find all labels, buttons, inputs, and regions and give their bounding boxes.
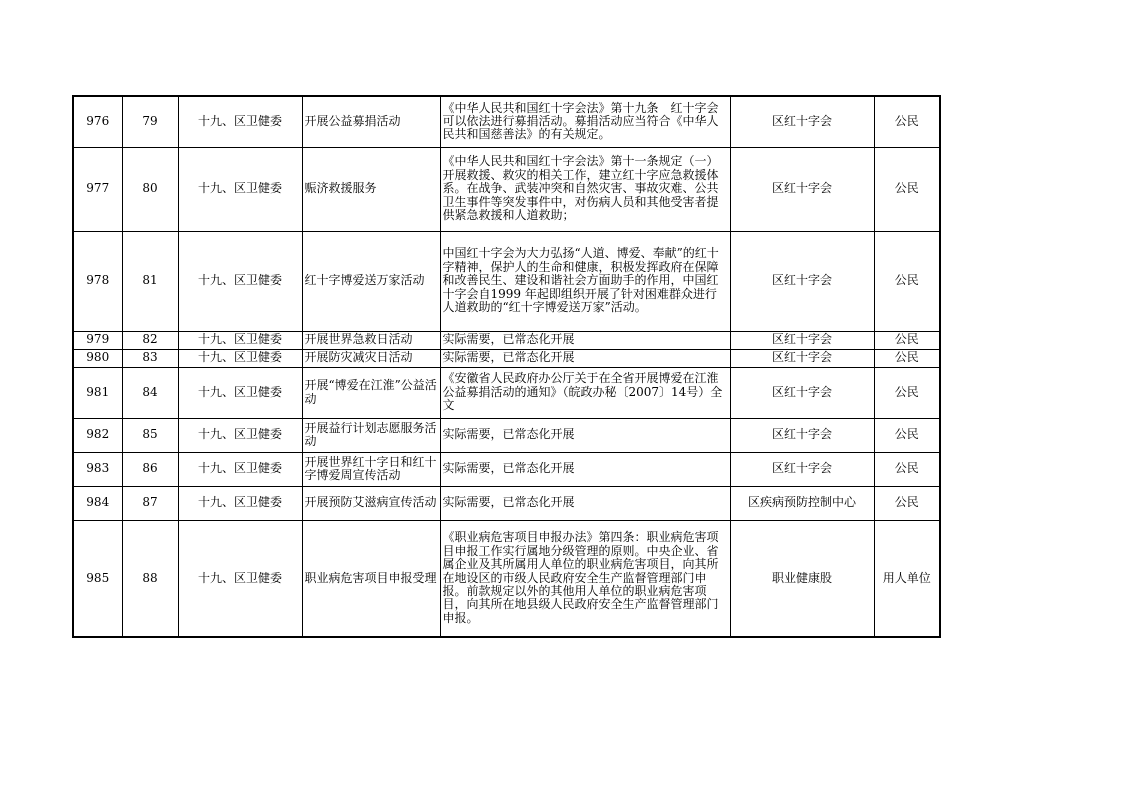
seq-cell: 982	[73, 418, 122, 452]
basis-cell: 实际需要，已常态化开展	[440, 452, 730, 486]
dept-cell: 十九、区卫健委	[178, 331, 302, 349]
target-cell: 公民	[874, 231, 940, 331]
item-cell: 开展世界红十字日和红十字博爱周宣传活动	[302, 452, 440, 486]
org-cell: 区红十字会	[730, 418, 874, 452]
target-cell: 公民	[874, 486, 940, 520]
seq-cell: 981	[73, 367, 122, 418]
basis-cell: 《职业病危害项目申报办法》第四条：职业病危害项目申报工作实行属地分级管理的原则。中央企业、省属企业及其所属用人单位的职业病危害项目，向其所在地设区的市级人民政府安全生产监督管理部门申报。前款规定以外的其他用人单位的职业病危害项目，向其所在地县级人民政府安全生产监督管理部门申报。	[440, 520, 730, 637]
table-row	[73, 486, 940, 520]
org-cell: 区红十字会	[730, 147, 874, 231]
basis-cell: 《安徽省人民政府办公厅关于在全省开展博爱在江淮公益募捐活动的通知》（皖政办秘〔2007〕14号）全文	[440, 367, 730, 418]
table-row	[73, 349, 940, 367]
table-row	[73, 231, 940, 331]
target-cell: 公民	[874, 367, 940, 418]
dept-cell: 十九、区卫健委	[178, 96, 302, 147]
table-row	[73, 147, 940, 231]
seq-cell: 984	[73, 486, 122, 520]
table-row	[73, 452, 940, 486]
seq-cell: 979	[73, 331, 122, 349]
target-cell: 公民	[874, 331, 940, 349]
num-cell: 81	[122, 231, 178, 331]
table-row	[73, 96, 940, 147]
dept-cell: 十九、区卫健委	[178, 486, 302, 520]
table-row	[73, 331, 940, 349]
seq-cell: 983	[73, 452, 122, 486]
num-cell: 88	[122, 520, 178, 637]
org-cell: 区红十字会	[730, 349, 874, 367]
seq-cell: 980	[73, 349, 122, 367]
item-cell: 开展益行计划志愿服务活动	[302, 418, 440, 452]
org-cell: 区红十字会	[730, 231, 874, 331]
dept-cell: 十九、区卫健委	[178, 147, 302, 231]
num-cell: 87	[122, 486, 178, 520]
basis-cell: 实际需要，已常态化开展	[440, 486, 730, 520]
target-cell: 公民	[874, 96, 940, 147]
target-cell: 公民	[874, 418, 940, 452]
org-cell: 区疾病预防控制中心	[730, 486, 874, 520]
seq-cell: 977	[73, 147, 122, 231]
org-cell: 区红十字会	[730, 367, 874, 418]
num-cell: 82	[122, 331, 178, 349]
dept-cell: 十九、区卫健委	[178, 452, 302, 486]
dept-cell: 十九、区卫健委	[178, 520, 302, 637]
table-row	[73, 367, 940, 418]
basis-cell: 《中华人民共和国红十字会法》第十九条 红十字会可以依法进行募捐活动。募捐活动应当符合《中华人民共和国慈善法》的有关规定。	[440, 96, 730, 147]
seq-cell: 985	[73, 520, 122, 637]
table-row	[73, 418, 940, 452]
basis-cell: 《中华人民共和国红十字会法》第十一条规定（一）开展救援、救灾的相关工作，建立红十字应急救援体系。在战争、武装冲突和自然灾害、事故灾难、公共卫生事件等突发事件中，对伤病人员和其他受害者提供紧急救援和人道救助；	[440, 147, 730, 231]
basis-cell: 中国红十字会为大力弘扬“人道、博爱、奉献”的红十字精神，保护人的生命和健康，积极发挥政府在保障和改善民生、建设和谐社会方面助手的作用，中国红十字会自1999 年起即组织开展了针对困难群众进行人道救助的“红十字博爱送万家”活动。	[440, 231, 730, 331]
item-cell: 开展世界急救日活动	[302, 331, 440, 349]
item-cell: 职业病危害项目申报受理	[302, 520, 440, 637]
num-cell: 79	[122, 96, 178, 147]
item-cell: 开展公益募捐活动	[302, 96, 440, 147]
item-cell: 开展预防艾滋病宣传活动	[302, 486, 440, 520]
num-cell: 84	[122, 367, 178, 418]
org-cell: 职业健康股	[730, 520, 874, 637]
num-cell: 80	[122, 147, 178, 231]
basis-cell: 实际需要，已常态化开展	[440, 331, 730, 349]
item-cell: 开展防灾减灾日活动	[302, 349, 440, 367]
target-cell: 公民	[874, 147, 940, 231]
org-cell: 区红十字会	[730, 96, 874, 147]
dept-cell: 十九、区卫健委	[178, 231, 302, 331]
item-cell: 红十字博爱送万家活动	[302, 231, 440, 331]
target-cell: 公民	[874, 452, 940, 486]
num-cell: 85	[122, 418, 178, 452]
org-cell: 区红十字会	[730, 331, 874, 349]
seq-cell: 976	[73, 96, 122, 147]
service-items-table	[72, 95, 941, 638]
item-cell: 开展“博爱在江淮”公益活动	[302, 367, 440, 418]
dept-cell: 十九、区卫健委	[178, 418, 302, 452]
basis-cell: 实际需要，已常态化开展	[440, 418, 730, 452]
num-cell: 83	[122, 349, 178, 367]
seq-cell: 978	[73, 231, 122, 331]
num-cell: 86	[122, 452, 178, 486]
dept-cell: 十九、区卫健委	[178, 349, 302, 367]
basis-cell: 实际需要，已常态化开展	[440, 349, 730, 367]
dept-cell: 十九、区卫健委	[178, 367, 302, 418]
table-row	[73, 520, 940, 637]
target-cell: 公民	[874, 349, 940, 367]
item-cell: 赈济救援服务	[302, 147, 440, 231]
target-cell: 用人单位	[874, 520, 940, 637]
org-cell: 区红十字会	[730, 452, 874, 486]
